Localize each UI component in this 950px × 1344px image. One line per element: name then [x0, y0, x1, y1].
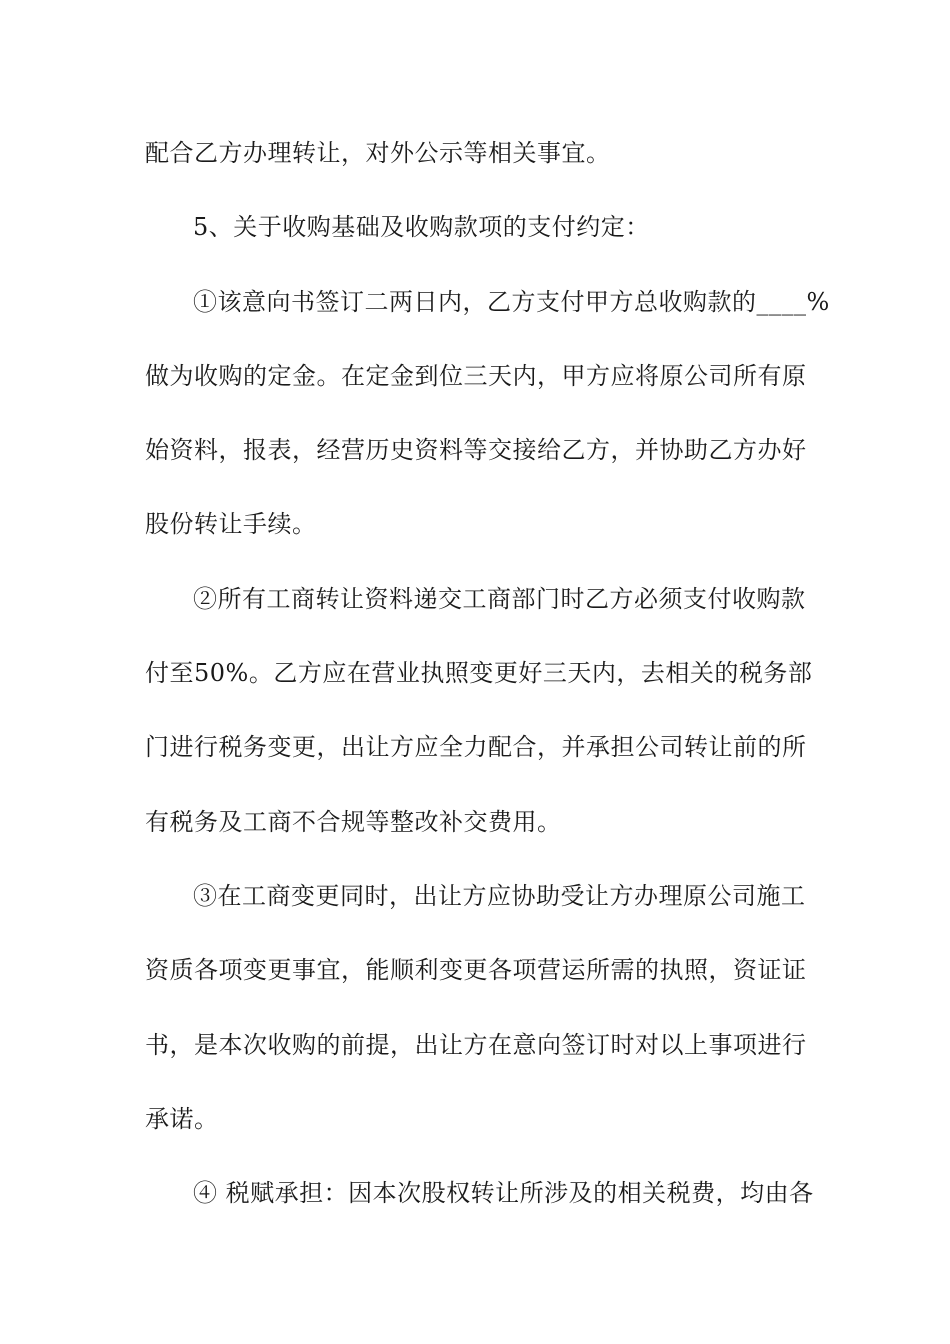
section-heading: 5、关于收购基础及收购款项的支付约定： [193, 213, 650, 241]
text-line: ③在工商变更同时，出让方应协助受让方办理原公司施工 [193, 882, 806, 910]
text-line: 门进行税务变更，出让方应全力配合，并承担公司转让前的所 [145, 733, 807, 761]
text-line: 承诺。 [145, 1105, 219, 1133]
text-line: ④ 税赋承担：因本次股权转让所涉及的相关税费，均由各 [193, 1179, 814, 1207]
text-line: 配合乙方办理转让，对外公示等相关事宜。 [145, 139, 611, 167]
text-line: 付至50%。乙方应在营业执照变更好三天内，去相关的税务部 [145, 659, 813, 687]
text-line: 书，是本次收购的前提，出让方在意向签订时对以上事项进行 [145, 1031, 807, 1059]
text-line: 股份转让手续。 [145, 510, 317, 538]
text-line: 始资料，报表，经营历史资料等交接给乙方，并协助乙方办好 [145, 436, 807, 464]
text-line: 有税务及工商不合规等整改补交费用。 [145, 808, 562, 836]
text-line: 资质各项变更事宜，能顺利变更各项营运所需的执照，资证证 [145, 956, 807, 984]
text-line: ①该意向书签订二两日内，乙方支付甲方总收购款的____% [193, 288, 830, 316]
text-line: ②所有工商转让资料递交工商部门时乙方必须支付收购款 [193, 585, 806, 613]
text-line: 做为收购的定金。在定金到位三天内，甲方应将原公司所有原 [145, 362, 807, 390]
